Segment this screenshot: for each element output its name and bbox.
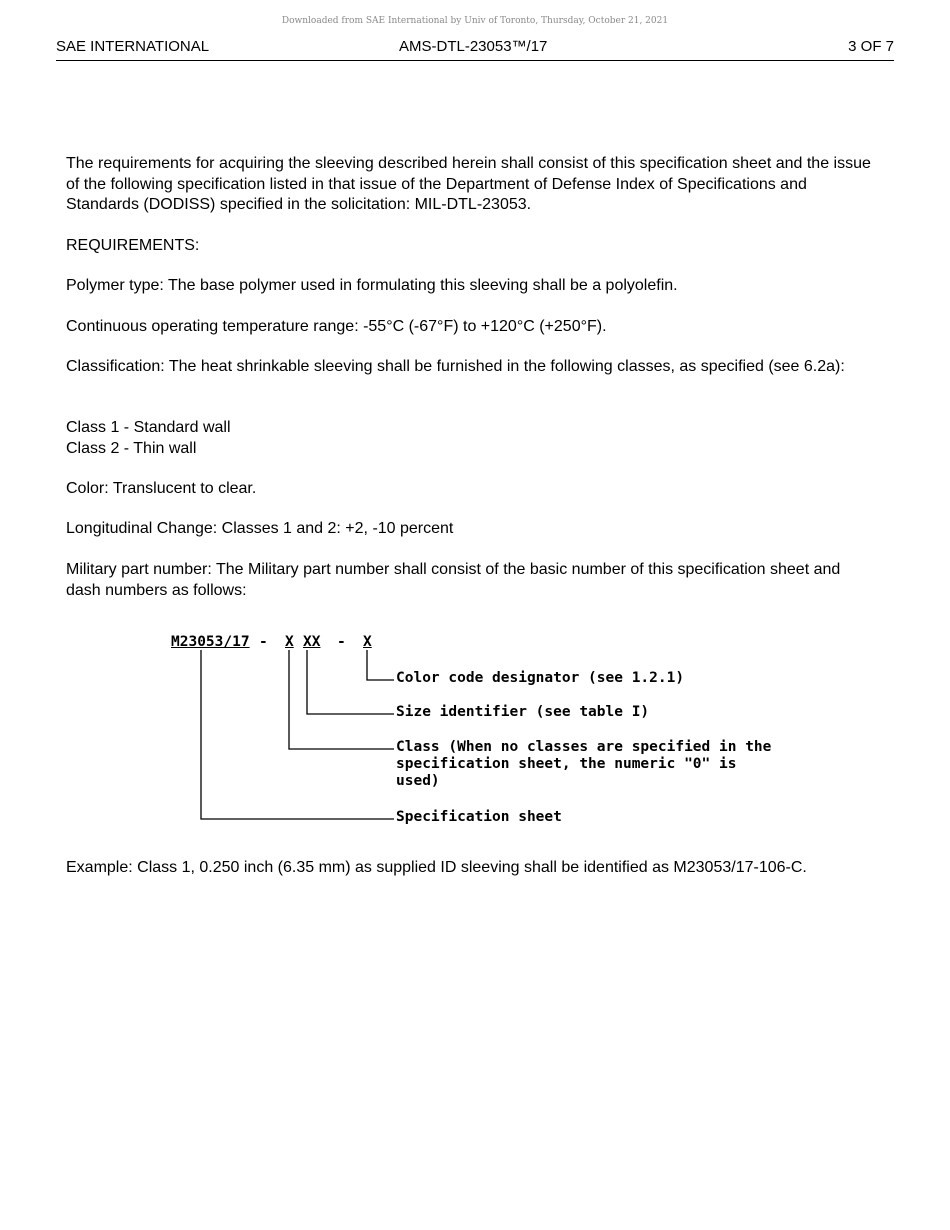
class-1: Class 1 - Standard wall [66, 419, 231, 436]
label-class-line-3: used) [396, 773, 440, 789]
leader-size [307, 650, 394, 714]
part-number-paragraph: Military part number: The Military part number shall consist of the basic number of this specification sheet and dash numbers as follows: [66, 561, 841, 599]
intro-paragraph: The requirements for acquiring the sleeving described herein shall consist of this specification sheet and the issue of the following specification listed in that issue of the Department of Defense Index of Specifications and Standards (DODISS) specified in the solicitation: MIL-DTL-23053. [66, 155, 871, 213]
label-color-code: Color code designator (see 1.2.1) [396, 670, 685, 686]
diagram-class-code: X [285, 634, 294, 650]
leader-class [289, 650, 394, 749]
label-size-identifier: Size identifier (see table I) [396, 704, 650, 720]
requirements-heading: REQUIREMENTS: [66, 237, 200, 254]
diagram-dash-2: - [337, 634, 346, 650]
download-watermark: Downloaded from SAE International by Univ of Toronto, Thursday, October 21, 2021 [281, 16, 669, 26]
label-specification-sheet: Specification sheet [396, 809, 562, 825]
header-page-number: 3 OF 7 [848, 38, 894, 55]
example-paragraph: Example: Class 1, 0.250 inch (6.35 mm) as supplied ID sleeving shall be identified as M23053/17-106-C. [66, 859, 807, 876]
leader-color [367, 650, 394, 680]
page-header [56, 38, 894, 61]
diagram-dash-1: - [259, 634, 268, 650]
color-paragraph: Color: Translucent to clear. [66, 480, 257, 497]
label-class-line-2: specification sheet, the numeric "0" is [396, 756, 737, 772]
class-list [66, 418, 876, 459]
longitudinal-change: Longitudinal Change: Classes 1 and 2: +2, -10 percent [66, 520, 454, 537]
diagram-color-code: X [363, 634, 372, 650]
leader-spec [201, 650, 394, 819]
temperature-range: Continuous operating temperature range: -55°C (-67°F) to +120°C (+250°F). [66, 318, 607, 335]
header-org: SAE INTERNATIONAL [56, 38, 210, 55]
diagram-leader-lines [150, 628, 850, 838]
polymer-type: Polymer type: The base polymer used in formulating this sleeving shall be a polyolefin. [66, 277, 678, 294]
diagram-base-number: M23053/17 [171, 634, 250, 650]
class-2: Class 2 - Thin wall [66, 439, 197, 457]
diagram-size-code: XX [303, 634, 321, 650]
classification-paragraph: Classification: The heat shrinkable sleeving shall be furnished in the following classes, as specified (see 6.2a): [66, 358, 845, 375]
label-class-line-1: Class (When no classes are specified in the [396, 739, 772, 755]
part-number-diagram [150, 628, 850, 838]
header-doc-id: AMS-DTL-23053™/17 [399, 38, 548, 55]
